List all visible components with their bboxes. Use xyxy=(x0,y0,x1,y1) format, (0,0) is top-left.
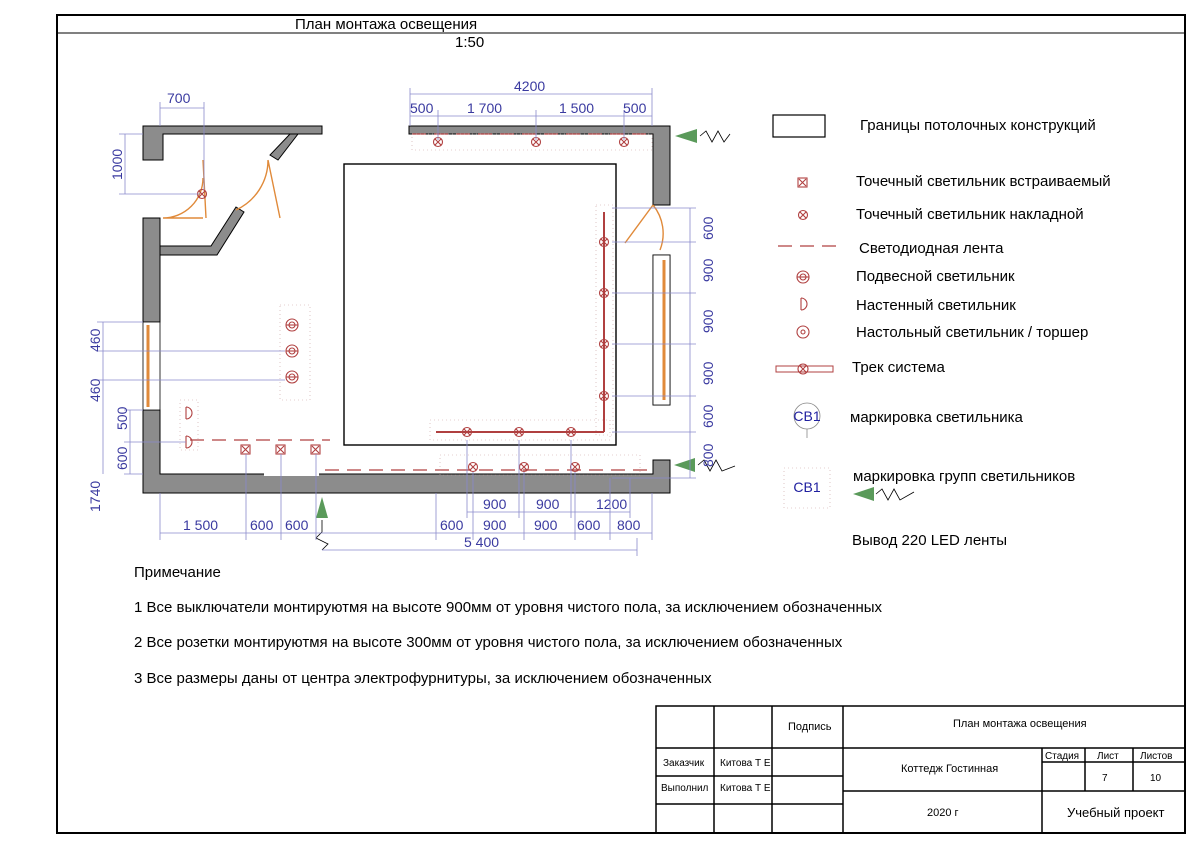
dim-left-1: 1000 xyxy=(109,148,125,180)
note-3: 3 Все размеры даны от центра электрофурнитуры, за исключением обозначенных xyxy=(134,670,712,687)
led-output-arrow xyxy=(674,458,695,472)
tb-sheet-no: 7 xyxy=(1102,773,1108,784)
surface-spots xyxy=(198,138,629,472)
dim-left-5: 600 xyxy=(114,446,130,470)
legend-label-6: Настенный светильник xyxy=(856,297,1016,314)
dim-left-4: 500 xyxy=(114,406,130,430)
pendant-lamps xyxy=(286,319,298,383)
dim-left-3: 460 xyxy=(87,378,103,402)
dim-right-6: 800 xyxy=(700,443,716,467)
dim-bottom-lower-1: 1 500 xyxy=(183,517,219,533)
note-1: 1 Все выключатели монтируютмя на высоте 900мм от уровня чистого пола, за исключением обозначенных xyxy=(134,599,883,616)
wall-bath-top xyxy=(270,134,298,160)
group-marker-text: СВ1 xyxy=(793,479,821,495)
tb-sheets-total: 10 xyxy=(1150,773,1162,784)
tb-performer-label: Выполнил xyxy=(661,783,709,794)
tb-object: Коттедж Гостинная xyxy=(901,763,999,775)
window-right xyxy=(653,255,670,405)
tb-year: 2020 г xyxy=(927,807,959,819)
tb-customer-label: Заказчик xyxy=(663,758,705,769)
legend-label-7: Настольный светильник / торшер xyxy=(856,324,1089,341)
pendant-lamp xyxy=(286,319,298,331)
notes xyxy=(134,564,883,687)
dim-bottom-lower-6: 900 xyxy=(534,517,558,533)
wall-left-mid xyxy=(143,218,160,322)
group-marker-icon xyxy=(784,468,830,508)
dim-bottom-lower-7: 600 xyxy=(577,517,601,533)
dim-bottom-lower-3: 600 xyxy=(285,517,309,533)
recessed-spot xyxy=(311,445,320,454)
dim-bottom-lower-2: 600 xyxy=(250,517,274,533)
dim-top-seg-4: 500 xyxy=(623,100,647,116)
dim-top-left: 700 xyxy=(167,90,191,106)
drawing-scale: 1:50 xyxy=(455,34,485,51)
dim-right-3: 900 xyxy=(700,309,716,333)
notes-title: Примечание xyxy=(134,564,221,581)
pendant-lamp-icon xyxy=(797,271,809,283)
wall-right-bottom xyxy=(143,410,670,493)
recessed-spot-icon xyxy=(798,178,807,187)
pendant-lamp xyxy=(286,371,298,383)
legend-label-11: Вывод 220 LED ленты xyxy=(852,532,1008,549)
wall-top-right xyxy=(409,126,670,205)
floor-plan xyxy=(143,126,735,550)
legend-label-8: Трек система xyxy=(852,359,945,376)
led-output-arrow xyxy=(316,497,328,518)
dim-bottom-upper-3: 1200 xyxy=(596,496,628,512)
dim-right-5: 600 xyxy=(700,404,716,428)
recessed-spot xyxy=(276,445,285,454)
door-bottom-gap xyxy=(264,470,319,476)
dim-bottom-upper-1: 900 xyxy=(483,496,507,512)
wall-lamp xyxy=(186,407,192,419)
dim-right-4: 900 xyxy=(700,361,716,385)
luminaire-marker-text: СВ1 xyxy=(793,408,821,424)
legend-label-9: маркировка светильника xyxy=(850,409,1023,426)
surface-spot xyxy=(469,463,478,472)
legend-label-3: Точечный светильник накладной xyxy=(856,206,1084,223)
led-output-icon xyxy=(853,487,914,501)
dim-bottom-lower-4: 600 xyxy=(440,517,464,533)
dim-top-seg-2: 1 700 xyxy=(467,100,503,116)
window-left xyxy=(143,322,160,410)
tb-project-type: Учебный проект xyxy=(1067,805,1165,820)
note-2: 2 Все розетки монтируютмя на высоте 300мм от уровня чистого пола, за исключением обозначенных xyxy=(134,634,843,651)
dim-top-seg-3: 1 500 xyxy=(559,100,595,116)
dim-left-6: 1740 xyxy=(87,480,103,512)
wall-bath-inner xyxy=(160,207,244,255)
ceiling-boundary xyxy=(344,164,616,445)
tb-performer-name: Китова Т Е xyxy=(720,783,771,794)
tb-signature: Подпись xyxy=(788,721,832,733)
recessed-spots xyxy=(241,445,320,454)
dim-bottom-lower-8: 800 xyxy=(617,517,641,533)
surface-spot-icon xyxy=(799,211,808,220)
legend-label-5: Подвесной светильник xyxy=(856,268,1015,285)
rect-outline-icon xyxy=(773,115,825,137)
luminaire-marker-icon xyxy=(793,403,820,438)
dim-bottom-lower-5: 900 xyxy=(483,517,507,533)
pendant-lamp xyxy=(286,345,298,357)
dim-bottom-upper-2: 900 xyxy=(536,496,560,512)
dim-top-total: 4200 xyxy=(514,78,546,94)
door-right xyxy=(625,205,663,250)
drawing-title: План монтажа освещения xyxy=(295,16,478,33)
dim-left-2: 460 xyxy=(87,328,103,352)
tb-sheets-label: Листов xyxy=(1140,751,1173,762)
track-system-icon xyxy=(776,364,833,374)
tb-sheet-label: Лист xyxy=(1097,751,1119,762)
legend-label-4: Светодиодная лента xyxy=(859,240,1004,257)
tb-stage-label: Стадия xyxy=(1045,751,1080,762)
title-block xyxy=(656,706,1185,833)
dim-bottom-total: 5 400 xyxy=(464,534,500,550)
dim-right-2: 900 xyxy=(700,258,716,282)
dim-top-seg-1: 500 xyxy=(410,100,434,116)
wall-top-left xyxy=(143,126,322,160)
tb-customer-name: Китова Т Е xyxy=(720,758,771,769)
legend-label-10: маркировка групп светильников xyxy=(853,468,1076,485)
legend xyxy=(773,115,1111,549)
wall-lamps xyxy=(186,407,192,448)
tb-sheet-title: План монтажа освещения xyxy=(953,718,1087,730)
door-inner xyxy=(236,160,280,218)
led-output-arrow xyxy=(675,129,697,143)
door-bath xyxy=(163,160,206,218)
floor-lamp-icon xyxy=(797,326,809,338)
dim-right-1: 600 xyxy=(700,216,716,240)
legend-label-2: Точечный светильник встраиваемый xyxy=(856,173,1111,190)
wall-lamp-icon xyxy=(801,298,807,310)
group-outline-3 xyxy=(430,420,610,440)
wall-lamp xyxy=(186,436,192,448)
group-outline-5 xyxy=(440,455,640,475)
recessed-spot xyxy=(241,445,250,454)
legend-label-1: Границы потолочных конструкций xyxy=(860,117,1096,134)
